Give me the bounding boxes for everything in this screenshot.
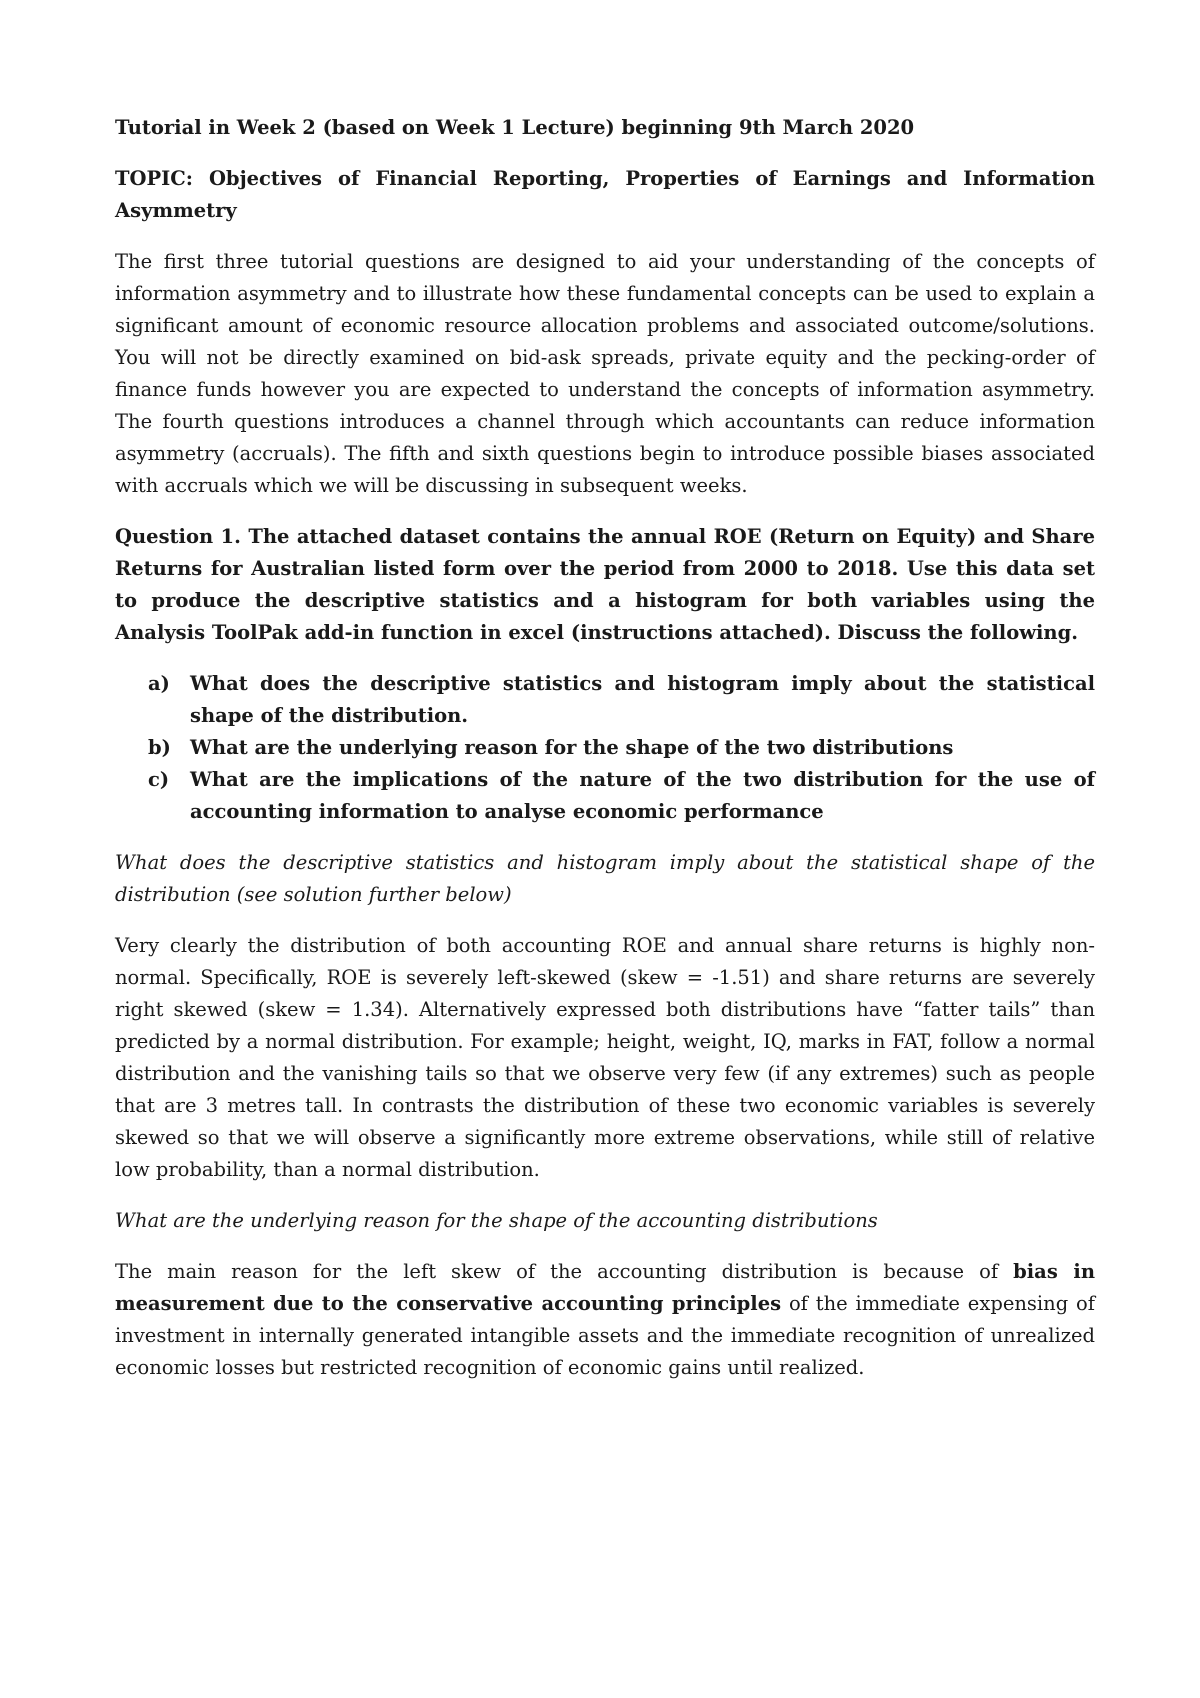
answer-b-body [115, 1256, 1095, 1384]
subquestion-marker: c) [148, 768, 170, 791]
answer-b-heading: What are the underlying reason for the shape of the accounting distributions [115, 1209, 878, 1232]
intro-paragraph: The first three tutorial questions are designed to aid your understanding of the concepts of information asymmetry and to illustrate how these fundamental concepts can be used to explain a significant amount of economic resource allocation problems and associated outcome/solutions. You will not be directly examined on bid-ask spreads, private equity and the pecking-order of finance funds however you are expected to understand the concepts of information asymmetry. The fourth questions introduces a channel through which accountants can reduce information asymmetry (accruals). The fifth and sixth questions begin to introduce possible biases associated with accruals which we will be discussing in subsequent weeks. [115, 250, 1095, 497]
subquestion-text: What are the implications of the nature of the two distribution for the use of accounting information to analyse economic performance [190, 768, 1095, 823]
subquestion-item [148, 764, 1095, 828]
document-title: Tutorial in Week 2 (based on Week 1 Lecture) beginning 9th March 2020 [115, 116, 915, 139]
answer-b-body-bold: bias in measurement due to the conservative accounting principles [115, 1260, 1096, 1315]
subquestion-marker: b) [148, 736, 171, 759]
subquestion-text: What are the underlying reason for the shape of the two distributions [190, 736, 954, 759]
subquestion-text: What does the descriptive statistics and histogram imply about the statistical shape of the distribution. [190, 672, 1095, 727]
subquestion-marker: a) [148, 672, 170, 695]
document-page [115, 112, 1095, 1403]
answer-b-body-after: of the immediate expensing of investment in internally generated intangible assets and the immediate recognition of unrealized economic losses but restricted recognition of economic gains until realized. [115, 1292, 1096, 1379]
question-1: Question 1. The attached dataset contains the annual ROE (Return on Equity) and Share Returns for Australian listed form over the period from 2000 to 2018. Use this data set to produce the descriptive statistics and a histogram for both variables using the Analysis ToolPak add-in function in excel (instructions attached). Discuss the following. [115, 525, 1095, 644]
answer-a-heading: What does the descriptive statistics and histogram imply about the statistical shape of the distribution (see solution further below) [115, 851, 1095, 906]
answer-b-body-before: The main reason for the left skew of the accounting distribution is because of [115, 1260, 1014, 1283]
subquestion-item [148, 732, 1095, 764]
subquestion-list [115, 668, 1095, 828]
topic-heading: TOPIC: Objectives of Financial Reporting, Properties of Earnings and Information Asymmetry [115, 167, 1095, 222]
subquestion-item [148, 668, 1095, 732]
answer-a-body: Very clearly the distribution of both accounting ROE and annual share returns is highly non-normal. Specifically, ROE is severely left-skewed (skew = -1.51) and share returns are severely right skewed (skew = 1.34). Alternatively expressed both distributions have “fatter tails” than predicted by a normal distribution. For example; height, weight, IQ, marks in FAT, follow a normal distribution and the vanishing tails so that we observe very few (if any extremes) such as people that are 3 metres tall. In contrasts the distribution of these two economic variables is severely skewed so that we will observe a significantly more extreme observations, while still of relative low probability, than a normal distribution. [115, 934, 1095, 1181]
